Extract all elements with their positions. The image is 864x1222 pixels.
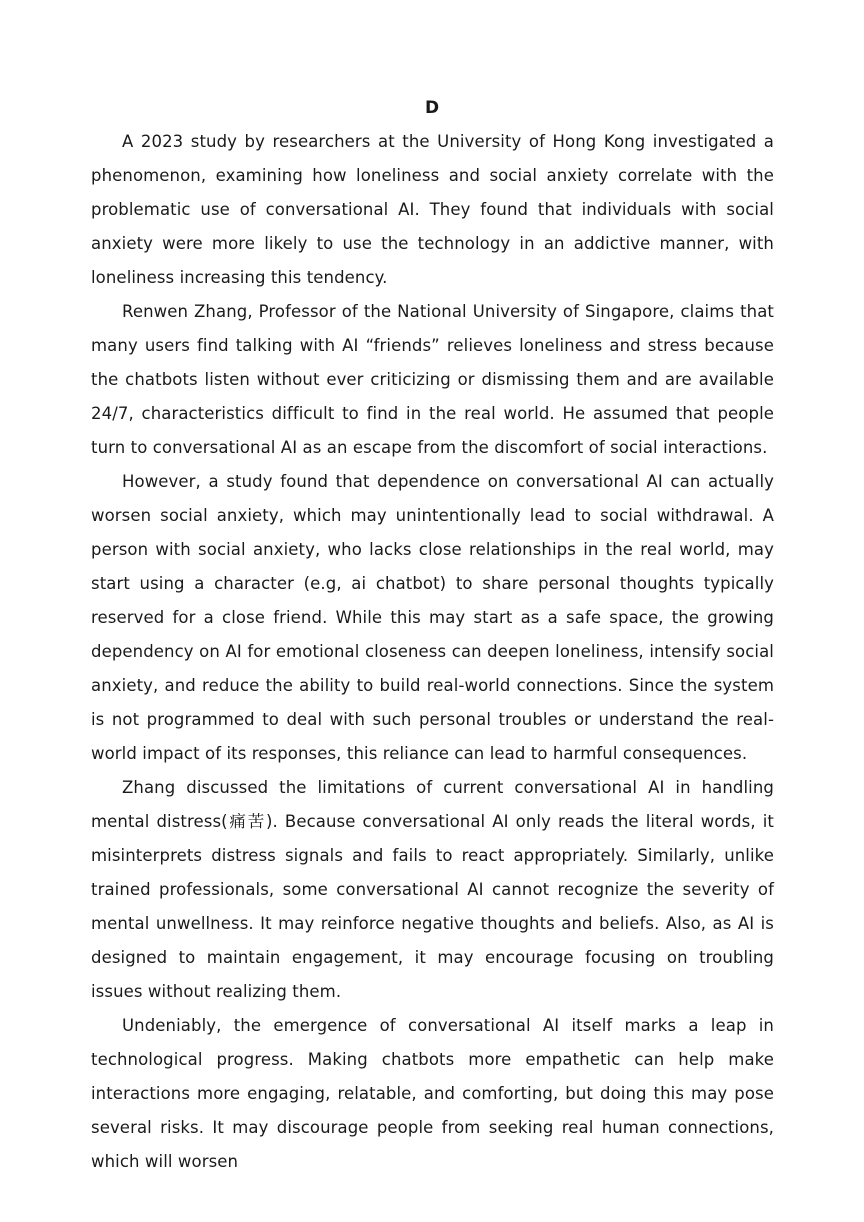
paragraph-5: Undeniably, the emergence of conversational AI itself marks a leap in technological progress. Making chatbots more empathetic can help make interactions more engaging, relatable, and comforting, but doing this may pose several risks. It may discourage people from seeking real human connections, which will worsen (91, 1016, 774, 1171)
paragraph-3: However, a study found that dependence on conversational AI can actually worsen social anxiety, which may unintentionally lead to social withdrawal. A person with social anxiety, who lacks close relationships in the real world, may start using a character (e.g, ai chatbot) to share personal thoughts typically reserved for a close friend. While this may start as a safe space, the growing dependency on AI for emotional closeness can deepen loneliness, intensify social anxiety, and reduce the ability to build real-world connections. Since the system is not programmed to deal with such personal troubles or understand the real-world impact of its responses, this reliance can lead to harmful consequences. (91, 472, 774, 763)
paragraph-1: A 2023 study by researchers at the University of Hong Kong investigated a phenomenon, examining how loneliness and social anxiety correlate with the problematic use of conversational AI. They found that individuals with social anxiety were more likely to use the technology in an addictive manner, with loneliness increasing this tendency. (91, 132, 774, 287)
article-body (91, 125, 774, 1179)
paragraph-2: Renwen Zhang, Professor of the National University of Singapore, claims that many users find talking with AI “friends” relieves loneliness and stress because the chatbots listen without ever criticizing or dismissing them and are available 24/7, characteristics difficult to find in the real world. He assumed that people turn to conversational AI as an escape from the discomfort of social interactions. (91, 302, 774, 457)
section-title: D (424, 98, 440, 118)
paragraph-4: Zhang discussed the limitations of current conversational AI in handling mental distress(痛苦). Because conversational AI only reads the literal words, it misinterprets distress signals and fails to react appropriately. Similarly, unlike trained professionals, some conversational AI cannot recognize the severity of mental unwellness. It may reinforce negative thoughts and beliefs. Also, as AI is designed to maintain engagement, it may encourage focusing on troubling issues without realizing them. (91, 778, 774, 1001)
